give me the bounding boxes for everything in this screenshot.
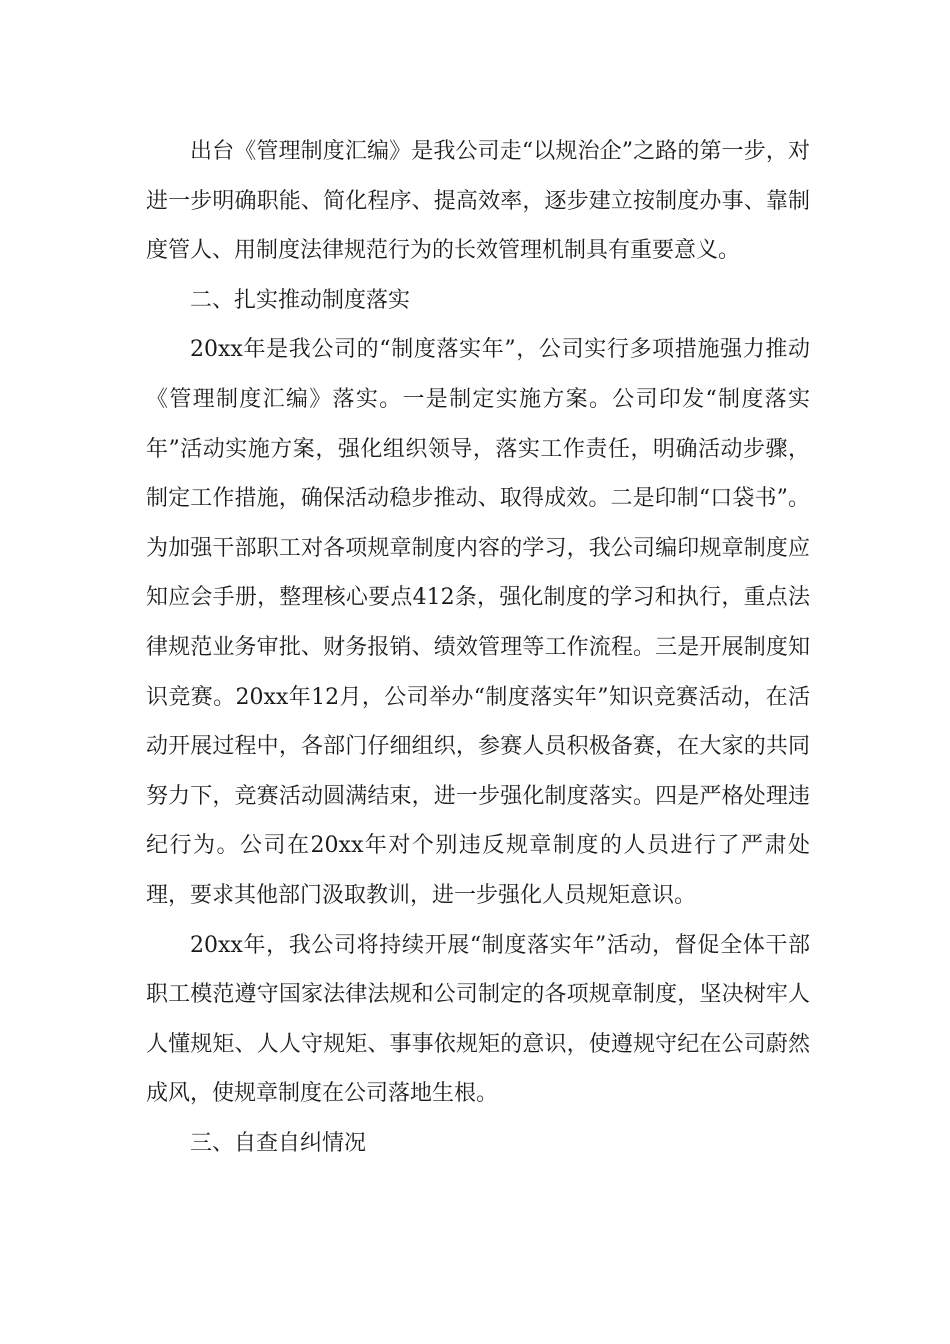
body-paragraph: 出台《管理制度汇编》是我公司走“以规治企”之路的第一步，对进一步明确职能、简化程序、提高效率，逐步建立按制度办事、靠制度管人、用制度法律规范行为的长效管理机制具有重要意义。 [146,139,810,264]
section-heading: 三、自查自纠情况 [190,1130,367,1156]
body-paragraph: 20xx年，我公司将持续开展“制度落实年”活动，督促全体干部职工模范遵守国家法律法规和公司制定的各项规章制度，坚决树牢人人懂规矩、人人守规矩、事事依规矩的意识，使遵规守纪在公司蔚然成风，使规章制度在公司落地生根。 [146,932,810,1107]
body-paragraph: 20xx年是我公司的“制度落实年”，公司实行多项措施强力推动《管理制度汇编》落实。一是制定实施方案。公司印发“制度落实年”活动实施方案，强化组织领导，落实工作责任，明确活动步骤，制定工作措施，确保活动稳步推动、取得成效。二是印制“口袋书”。为加强干部职工对各项规章制度内容的学习，我公司编印规章制度应知应会手册，整理核心要点412条，强化制度的学习和执行，重点法律规范业务审批、财务报销、绩效管理等工作流程。三是开展制度知识竞赛。20xx年12月，公司举办“制度落实年”知识竞赛活动，在活动开展过程中，各部门仔细组织，参赛人员积极备赛，在大家的共同努力下，竞赛活动圆满结束，进一步强化制度落实。四是严格处理违纪行为。公司在20xx年对个别违反规章制度的人员进行了严肃处理，要求其他部门汲取教训，进一步强化人员规矩意识。 [146,337,810,908]
document-body [146,127,810,1168]
section-heading: 二、扎实推动制度落实 [190,287,411,313]
